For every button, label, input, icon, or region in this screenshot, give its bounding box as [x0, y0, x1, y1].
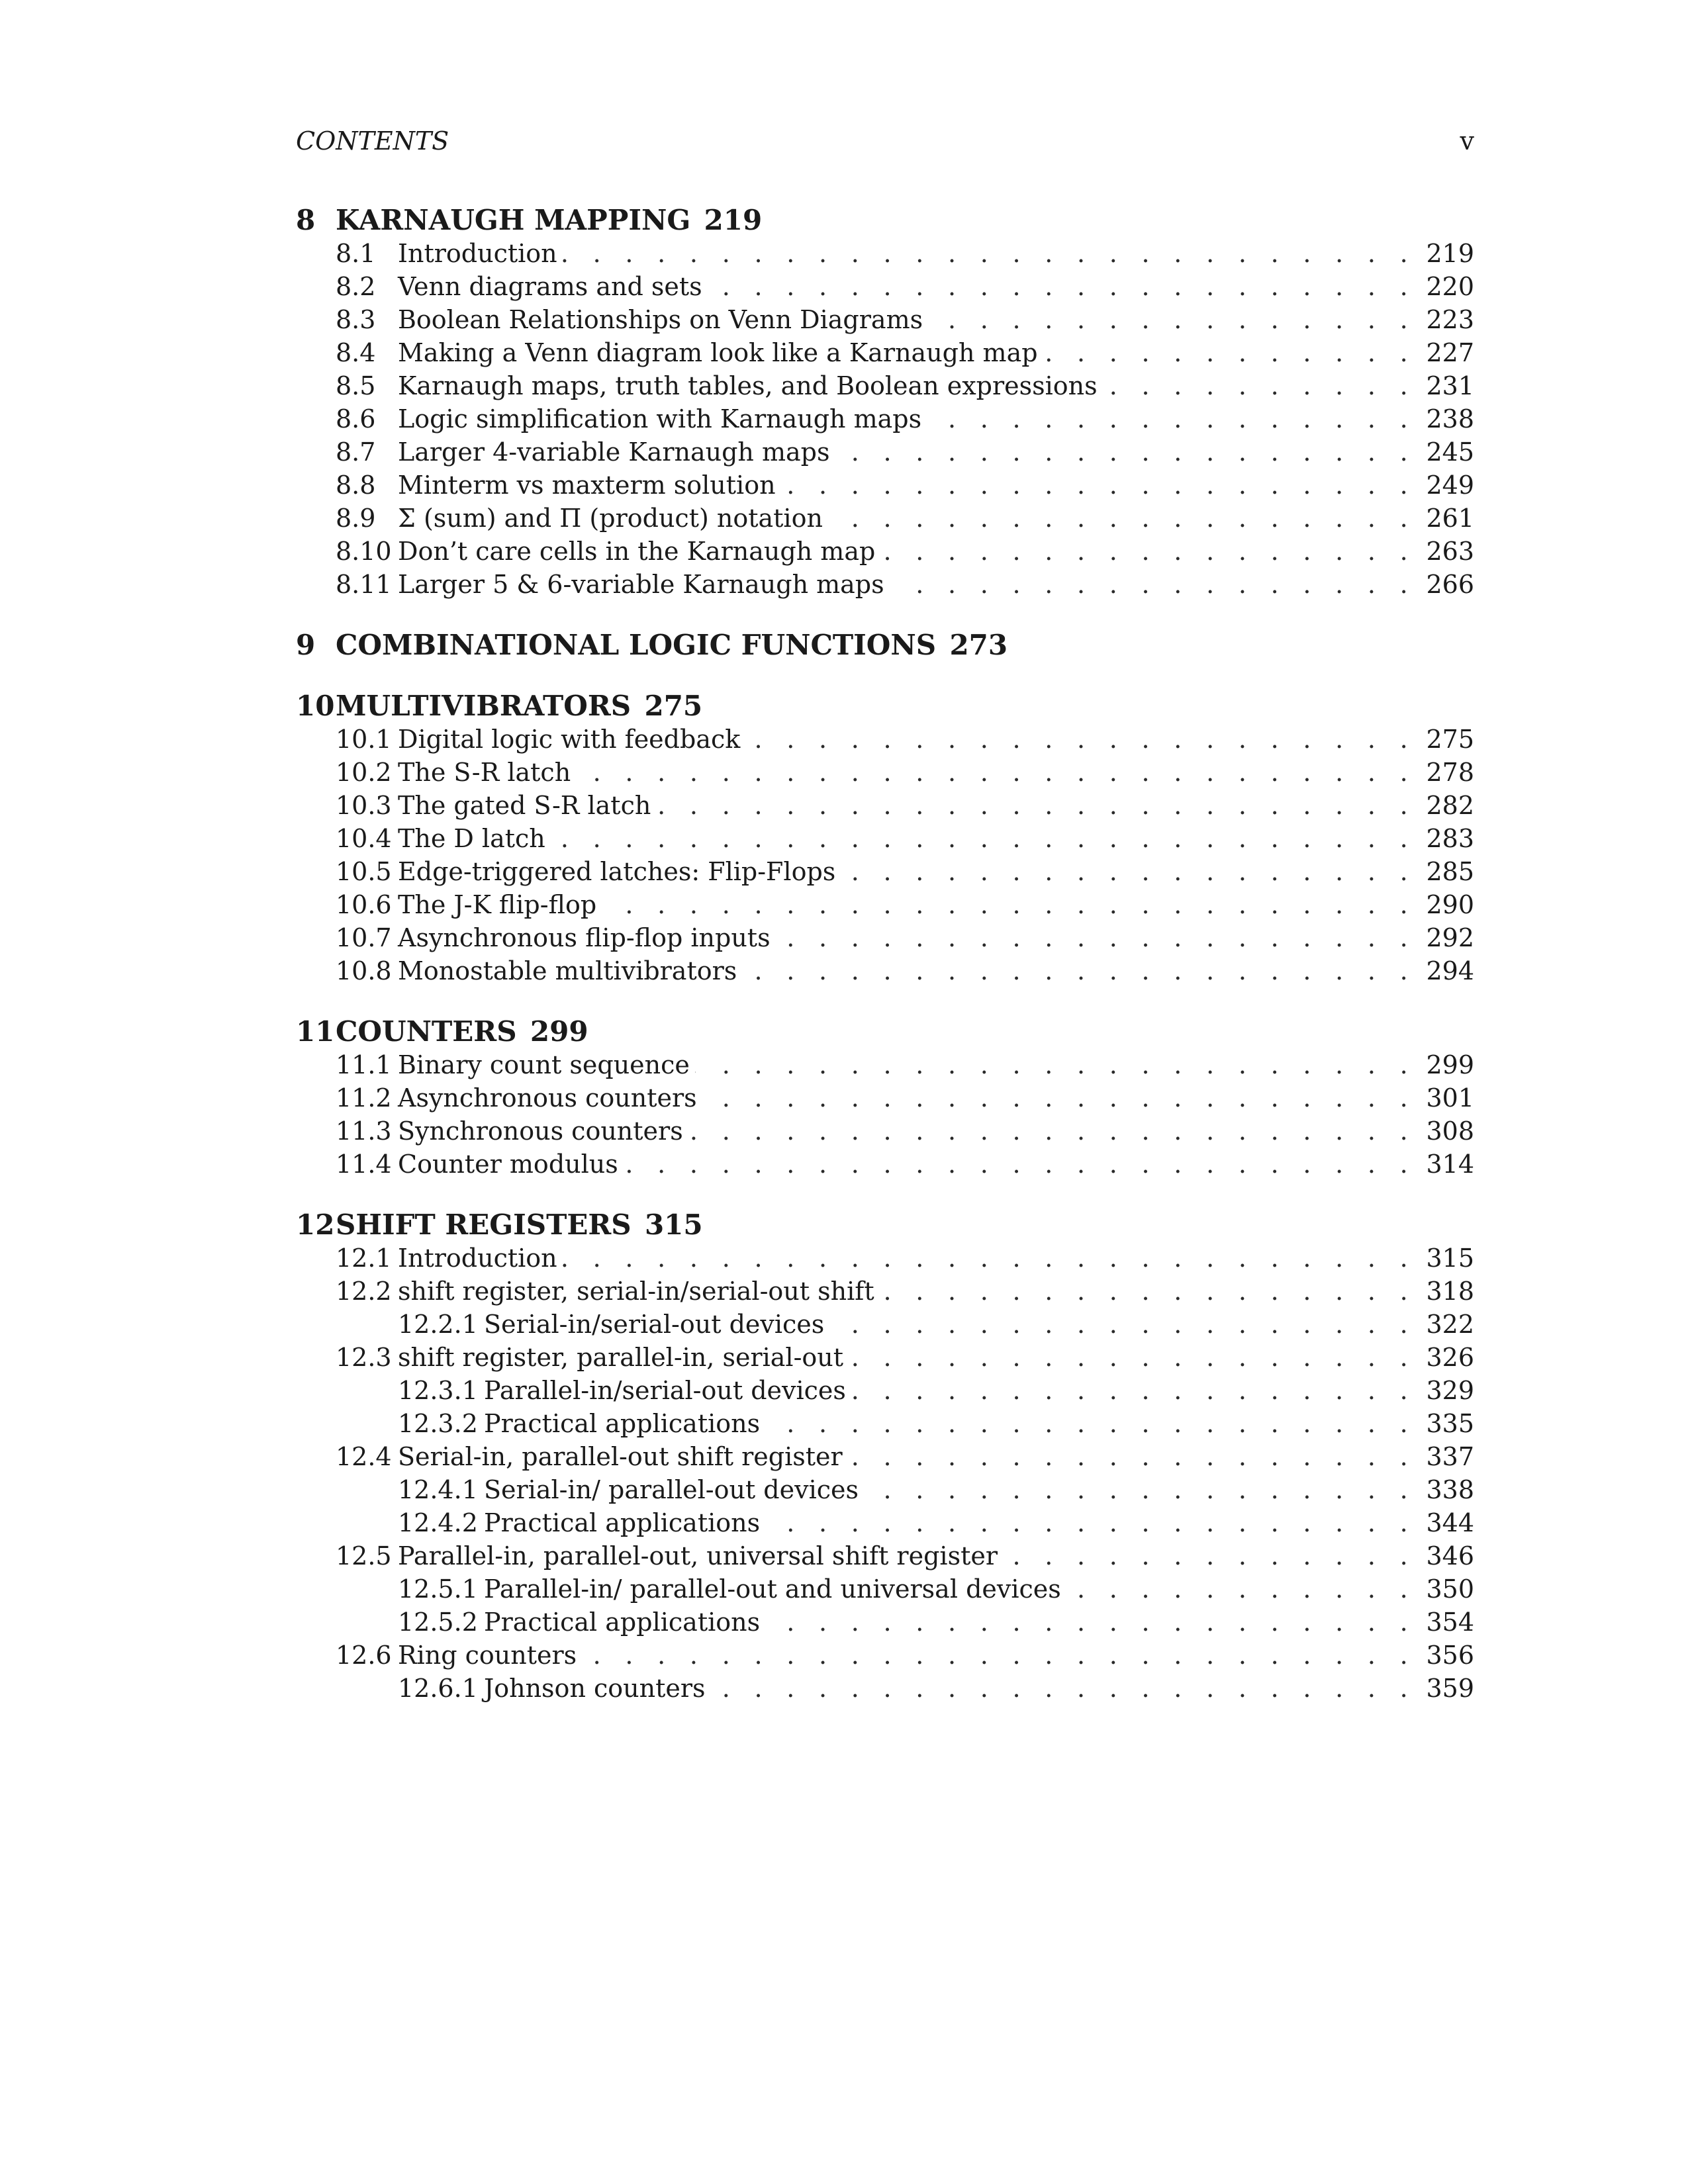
toc-entry-number: 8.10 [336, 537, 392, 566]
toc-entry-section[interactable] [296, 921, 1474, 954]
toc-entry-number: 10.1 [336, 725, 392, 754]
dot-leader [864, 1475, 1416, 1504]
toc-entry-number: 8.1 [336, 239, 376, 268]
toc-entry-section[interactable] [296, 1081, 1474, 1115]
toc-entry-title: Practical applications [484, 1409, 761, 1438]
toc-entry-section[interactable] [296, 237, 1474, 270]
toc-entry-section[interactable] [296, 1048, 1474, 1081]
toc-entry-section[interactable] [296, 435, 1474, 469]
toc-entry-subsection[interactable] [296, 1606, 1474, 1639]
dot-leader [1103, 371, 1416, 400]
toc-entry-page: 290 [1426, 890, 1474, 919]
toc-entry-number: 12.1 [336, 1244, 392, 1273]
toc-entry-title: MULTIVIBRATORS [336, 689, 632, 722]
toc-entry-chapter[interactable] [296, 1207, 1474, 1242]
dot-leader [563, 239, 1416, 268]
toc-entry-title: Don’t care cells in the Karnaugh map [398, 537, 876, 566]
toc-entry-number: 10.7 [336, 923, 392, 952]
toc-entry-number: 8.2 [336, 272, 376, 301]
toc-entry-title: Larger 5 & 6-variable Karnaugh maps [398, 570, 884, 599]
table-of-contents [296, 203, 1474, 1705]
dot-leader [563, 1244, 1416, 1273]
toc-entry-title: Minterm vs maxterm solution [398, 471, 776, 500]
toc-entry-section[interactable] [296, 1148, 1474, 1181]
dot-leader [890, 570, 1416, 599]
toc-entry-page: 220 [1426, 272, 1474, 301]
toc-entry-page: 350 [1426, 1574, 1474, 1604]
toc-entry-page: 344 [1426, 1508, 1474, 1537]
toc-entry-chapter[interactable] [296, 203, 1474, 237]
toc-entry-section[interactable] [296, 535, 1474, 568]
toc-entry-page: 294 [1426, 956, 1474, 985]
toc-entry-number: 8 [296, 203, 316, 236]
toc-entry-page: 245 [1426, 437, 1474, 467]
dot-leader [841, 857, 1416, 886]
toc-entry-section[interactable] [296, 756, 1474, 789]
toc-entry-number: 12.6.1 [398, 1674, 478, 1703]
toc-entry-number: 10 [296, 689, 335, 722]
toc-entry-section[interactable] [296, 402, 1474, 435]
toc-entry-section[interactable] [296, 303, 1474, 336]
toc-entry-page: 359 [1426, 1674, 1474, 1703]
toc-entry-title: The J-K flip-flop [398, 890, 597, 919]
toc-entry-title: Counter modulus [398, 1150, 618, 1179]
toc-entry-page: 292 [1426, 923, 1474, 952]
toc-entry-page: 275 [644, 689, 703, 722]
toc-entry-section[interactable] [296, 954, 1474, 987]
dot-leader [656, 791, 1416, 820]
toc-entry-subsection[interactable] [296, 1572, 1474, 1606]
dot-leader [582, 1641, 1416, 1670]
toc-entry-title: Practical applications [484, 1608, 761, 1637]
dot-leader [776, 923, 1416, 952]
toc-entry-section[interactable] [296, 789, 1474, 822]
dot-leader [927, 404, 1416, 433]
toc-entry-section[interactable] [296, 1115, 1474, 1148]
toc-entry-number: 8.11 [336, 570, 392, 599]
toc-entry-number: 12.6 [336, 1641, 392, 1670]
toc-entry-page: 338 [1426, 1475, 1474, 1504]
toc-entry-number: 12.5 [336, 1541, 392, 1570]
toc-entry-section[interactable] [296, 1341, 1474, 1374]
toc-entry-number: 12.4 [336, 1442, 392, 1471]
dot-leader [602, 890, 1416, 919]
dot-leader [765, 1608, 1416, 1637]
running-head [296, 124, 1474, 158]
dot-leader [851, 1376, 1416, 1405]
toc-entry-title: COMBINATIONAL LOGIC FUNCTIONS [336, 628, 937, 661]
toc-entry-section[interactable] [296, 1242, 1474, 1275]
toc-entry-title: Serial-in, parallel-out shift register [398, 1442, 843, 1471]
toc-entry-number: 10.4 [336, 824, 392, 853]
toc-entry-section[interactable] [296, 502, 1474, 535]
toc-entry-title: Σ (sum) and Π (product) notation [398, 504, 823, 533]
toc-entry-page: 301 [1426, 1083, 1474, 1113]
toc-entry-number: 10.3 [336, 791, 392, 820]
toc-entry-page: 315 [1426, 1244, 1474, 1273]
toc-entry-page: 278 [1426, 758, 1474, 787]
toc-entry-number: 12 [296, 1208, 335, 1241]
dot-leader [880, 1277, 1416, 1306]
toc-entry-page: 219 [1426, 239, 1474, 268]
dot-leader [624, 1150, 1416, 1179]
toc-entry-title: Ring counters [398, 1641, 577, 1670]
toc-entry-title: Venn diagrams and sets [398, 272, 702, 301]
toc-entry-title: Making a Venn diagram look like a Karnaugh map [398, 338, 1038, 367]
toc-entry-number: 12.2 [336, 1277, 392, 1306]
toc-entry-title: Logic simplification with Karnaugh maps [398, 404, 922, 433]
toc-entry-page: 318 [1426, 1277, 1474, 1306]
toc-entry-page: 314 [1426, 1150, 1474, 1179]
toc-entry-number: 8.9 [336, 504, 376, 533]
toc-entry-title: Practical applications [484, 1508, 761, 1537]
toc-entry-page: 275 [1426, 725, 1474, 754]
toc-entry-number: 8.6 [336, 404, 376, 433]
page-number: v [1460, 126, 1474, 156]
toc-entry-subsection[interactable] [296, 1672, 1474, 1705]
dot-leader [551, 824, 1416, 853]
toc-entry-section[interactable] [296, 469, 1474, 502]
toc-entry-title: The S-R latch [398, 758, 571, 787]
toc-entry-number: 8.7 [336, 437, 376, 467]
toc-entry-title: Larger 4-variable Karnaugh maps [398, 437, 830, 467]
toc-entry-page: 227 [1426, 338, 1474, 367]
toc-entry-page: 282 [1426, 791, 1474, 820]
dot-leader [708, 272, 1416, 301]
toc-entry-title: Parallel-in/ parallel-out and universal devices [484, 1574, 1061, 1604]
toc-entry-title: Serial-in/serial-out devices [484, 1310, 825, 1339]
toc-entry-subsection[interactable] [296, 1506, 1474, 1539]
toc-entry-number: 9 [296, 628, 316, 661]
toc-entry-number: 12.3.2 [398, 1409, 478, 1438]
toc-entry-title: The D latch [398, 824, 545, 853]
toc-entry-number: 12.3 [336, 1343, 392, 1372]
toc-entry-number: 11.3 [336, 1116, 392, 1146]
toc-entry-section[interactable] [296, 723, 1474, 756]
toc-entry-page: 285 [1426, 857, 1474, 886]
toc-entry-page: 223 [1426, 305, 1474, 334]
toc-entry-title: Asynchronous flip-flop inputs [398, 923, 771, 952]
toc-entry-page: 266 [1426, 570, 1474, 599]
toc-entry-title: KARNAUGH MAPPING [336, 203, 691, 236]
toc-entry-number: 10.6 [336, 890, 392, 919]
toc-entry-page: 337 [1426, 1442, 1474, 1471]
dot-leader [688, 1116, 1416, 1146]
dot-leader [848, 1442, 1416, 1471]
toc-entry-page: 315 [644, 1208, 703, 1241]
toc-entry-section[interactable] [296, 1275, 1474, 1308]
toc-entry-number: 12.4.1 [398, 1475, 478, 1504]
toc-entry-title: Edge-triggered latches: Flip-Flops [398, 857, 836, 886]
dot-leader [781, 471, 1416, 500]
dot-leader [702, 1083, 1416, 1113]
toc-entry-page: 356 [1426, 1641, 1474, 1670]
toc-entry-title: COUNTERS [336, 1015, 517, 1048]
toc-entry-title: Introduction [398, 1244, 557, 1273]
toc-entry-number: 12.4.2 [398, 1508, 478, 1537]
toc-entry-title: Boolean Relationships on Venn Diagrams [398, 305, 923, 334]
toc-entry-page: 261 [1426, 504, 1474, 533]
toc-entry-number: 8.3 [336, 305, 376, 334]
toc-entry-page: 326 [1426, 1343, 1474, 1372]
toc-entry-title: Digital logic with feedback [398, 725, 741, 754]
toc-entry-number: 11.2 [336, 1083, 392, 1113]
toc-entry-title: Serial-in/ parallel-out devices [484, 1475, 859, 1504]
toc-entry-title: Introduction [398, 239, 557, 268]
toc-entry-subsection[interactable] [296, 1374, 1474, 1407]
toc-entry-section[interactable] [296, 336, 1474, 369]
toc-entry-chapter[interactable] [296, 1014, 1474, 1048]
toc-entry-title: shift register, parallel-in, serial-out [398, 1343, 844, 1372]
toc-entry-number: 12.5.1 [398, 1574, 478, 1604]
dot-leader [765, 1409, 1416, 1438]
dot-leader [928, 305, 1416, 334]
toc-entry-title: Karnaugh maps, truth tables, and Boolean expressions [398, 371, 1098, 400]
toc-entry-section[interactable] [296, 270, 1474, 303]
dot-leader [711, 1674, 1416, 1703]
toc-entry-page: 299 [1426, 1050, 1474, 1079]
toc-entry-section[interactable] [296, 1539, 1474, 1572]
toc-entry-title: shift register, serial-in/serial-out shift [398, 1277, 874, 1306]
dot-leader [828, 504, 1416, 533]
toc-entry-section[interactable] [296, 888, 1474, 921]
toc-entry-section[interactable] [296, 822, 1474, 855]
toc-entry-page: 231 [1426, 371, 1474, 400]
toc-entry-number: 10.8 [336, 956, 392, 985]
toc-entry-number: 11.1 [336, 1050, 392, 1079]
toc-entry-page: 219 [704, 203, 763, 236]
toc-entry-section[interactable] [296, 855, 1474, 888]
toc-entry-number: 11 [296, 1015, 335, 1048]
toc-entry-page: 283 [1426, 824, 1474, 853]
dot-leader [765, 1508, 1416, 1537]
dot-leader [695, 1050, 1416, 1079]
toc-entry-title: Parallel-in, parallel-out, universal shift register [398, 1541, 998, 1570]
toc-entry-title: Binary count sequence [398, 1050, 690, 1079]
toc-entry-number: 10.2 [336, 758, 392, 787]
toc-entry-subsection[interactable] [296, 1407, 1474, 1440]
toc-entry-title: Asynchronous counters [398, 1083, 697, 1113]
dot-leader [880, 537, 1416, 566]
toc-entry-section[interactable] [296, 369, 1474, 402]
toc-entry-subsection[interactable] [296, 1308, 1474, 1341]
toc-entry-page: 238 [1426, 404, 1474, 433]
toc-entry-title: Synchronous counters [398, 1116, 683, 1146]
toc-entry-title: Parallel-in/serial-out devices [484, 1376, 846, 1405]
toc-entry-page: 346 [1426, 1541, 1474, 1570]
dot-leader [745, 725, 1416, 754]
toc-entry-page: 299 [530, 1015, 588, 1048]
toc-entry-page: 322 [1426, 1310, 1474, 1339]
toc-entry-page: 263 [1426, 537, 1474, 566]
toc-entry-page: 249 [1426, 471, 1474, 500]
toc-entry-number: 12.5.2 [398, 1608, 478, 1637]
dot-leader [849, 1343, 1416, 1372]
toc-entry-page: 273 [949, 628, 1008, 661]
dot-leader [1003, 1541, 1416, 1570]
toc-entry-chapter[interactable] [296, 688, 1474, 723]
toc-entry-section[interactable] [296, 1440, 1474, 1473]
toc-entry-number: 12.2.1 [398, 1310, 478, 1339]
toc-entry-subsection[interactable] [296, 1473, 1474, 1506]
running-head-title: CONTENTS [296, 126, 449, 156]
toc-entry-title: Monostable multivibrators [398, 956, 737, 985]
dot-leader [576, 758, 1416, 787]
dot-leader [1043, 338, 1416, 367]
toc-entry-number: 8.5 [336, 371, 376, 400]
toc-entry-page: 335 [1426, 1409, 1474, 1438]
toc-entry-number: 11.4 [336, 1150, 392, 1179]
toc-entry-number: 8.4 [336, 338, 376, 367]
toc-entry-section[interactable] [296, 1639, 1474, 1672]
dot-leader [835, 437, 1416, 467]
toc-entry-number: 8.8 [336, 471, 376, 500]
toc-entry-section[interactable] [296, 568, 1474, 601]
toc-entry-title: Johnson counters [484, 1674, 706, 1703]
dot-leader [829, 1310, 1416, 1339]
toc-entry-title: The gated S-R latch [398, 791, 651, 820]
toc-entry-chapter[interactable] [296, 627, 1474, 662]
toc-entry-number: 10.5 [336, 857, 392, 886]
toc-entry-title: SHIFT REGISTERS [336, 1208, 632, 1241]
dot-leader [742, 956, 1416, 985]
toc-entry-page: 354 [1426, 1608, 1474, 1637]
toc-entry-page: 308 [1426, 1116, 1474, 1146]
toc-entry-page: 329 [1426, 1376, 1474, 1405]
dot-leader [1066, 1574, 1416, 1604]
toc-entry-number: 12.3.1 [398, 1376, 478, 1405]
